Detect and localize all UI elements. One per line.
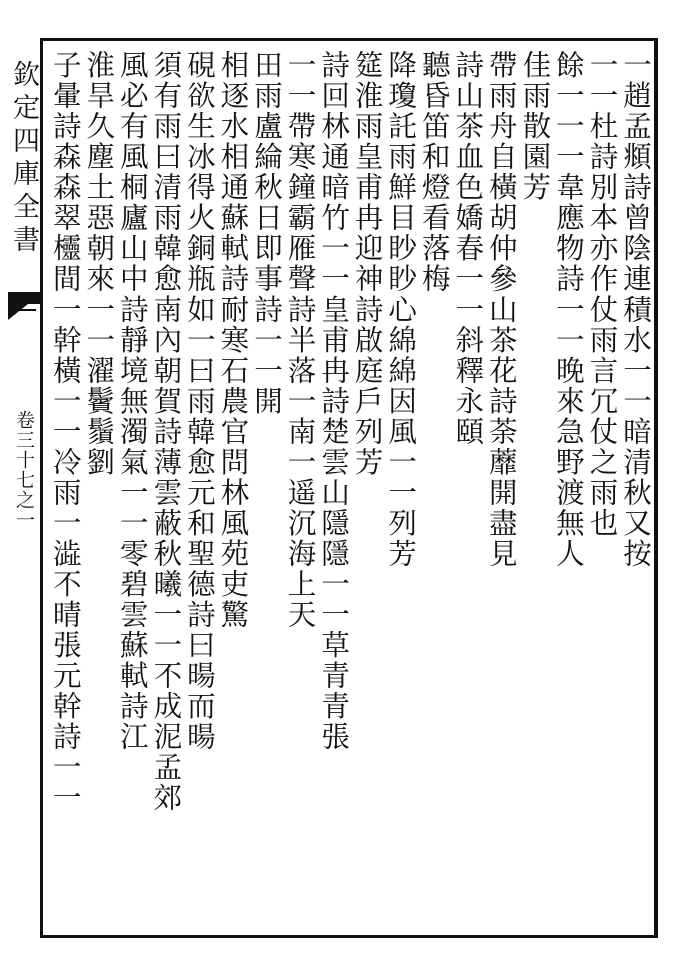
text-columns <box>48 50 652 930</box>
book-title: 欽定四庫全書 <box>8 60 39 258</box>
margin-strip <box>650 38 695 938</box>
text-column: 佳雨散園芳 <box>518 50 552 203</box>
text-column: 相逐水相通蘇軾詩耐寒石農官問林風苑吏驚 <box>216 50 250 630</box>
text-column: 一一帶寒鐘霸雁聲詩半落一南一遥沉海上天 <box>283 50 317 630</box>
text-column: 聽昏笛和燈看落梅 <box>417 50 451 295</box>
text-column: 一趙孟頫詩曾陰連積水一一暗清秋又按 <box>619 50 652 569</box>
text-column: 筵淮雨皇甫冉迎神詩啟庭戶列芳 <box>350 50 384 478</box>
text-column: 一一杜詩別本亦作仗雨言冗仗之雨也 <box>585 50 619 539</box>
text-column: 須有雨曰清雨韓愈南內朝賀詩薄雲蔽秋曦一一不成泥孟郊 <box>149 50 183 813</box>
text-column: 硯欲生冰得火銅瓶如一曰雨韓愈元和聖德詩曰暘而暘 <box>182 50 216 752</box>
text-column: 淮旱久塵土惡朝來一一濯鬢鬚劉 <box>82 50 116 478</box>
text-column: 詩山茶血色嬌春一一斜釋永頤 <box>451 50 485 447</box>
text-column: 子暈詩森森翠欞間一幹橫一一冷雨一澁不晴張元幹詩一一 <box>48 50 82 813</box>
text-column: 詩回林通暗竹一一皇甫冉詩楚雲山隱隱一一草青青張 <box>317 50 351 752</box>
text-column: 降瓊託雨鮮目眇眇心綿綿因風一一列芳 <box>384 50 418 569</box>
fishtail-mark-icon <box>6 290 42 324</box>
margin-rule <box>654 38 656 938</box>
text-column: 餘一一一韋應物詩一一晚來急野渡無人 <box>551 50 585 569</box>
text-column: 風必有風桐廬山中詩靜境無濁氣一一零碧雲蘇軾詩江 <box>115 50 149 752</box>
volume-label: 卷三十七之一 <box>13 410 35 530</box>
text-column: 田雨盧綸秋日即事詩一一開 <box>249 50 283 417</box>
text-column: 帶雨舟自橫胡仲參山茶花詩荼蘼開盡見 <box>484 50 518 569</box>
